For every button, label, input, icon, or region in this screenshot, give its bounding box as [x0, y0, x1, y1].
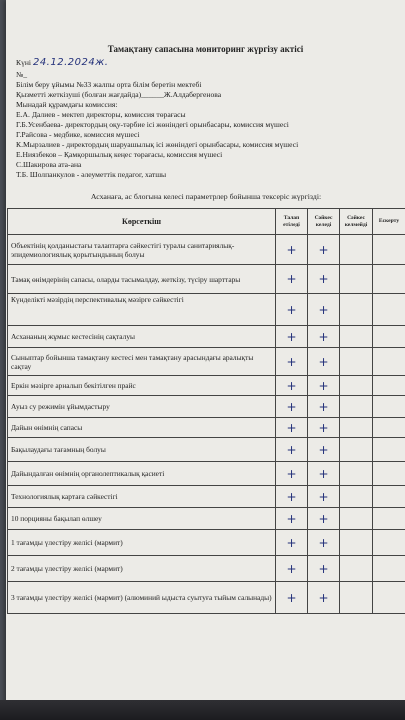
required-mark: + — [276, 508, 308, 530]
intro-text: Асханаға, ас блогына келесі параметрлер бойынша тексеріс жүргізді: — [90, 192, 322, 201]
document-title: Тамақтану сапасына мониторинг жүргізу актісі — [107, 44, 304, 54]
meta-line: Білім беру ұйымы №33 жалпы орта білім беретін мектебі — [16, 80, 202, 89]
table-row — [8, 265, 405, 294]
required-mark: + — [276, 462, 308, 486]
table-row — [8, 530, 405, 556]
noncompliant-mark — [340, 326, 373, 348]
noncompliant-mark — [340, 438, 373, 462]
note-cell — [373, 326, 405, 348]
meta-line: С.Шакирова ата-ана — [16, 160, 82, 169]
noncompliant-mark — [340, 396, 373, 418]
meta-line: Е.Ниязбеков – Қамқоршылық кеңес төрағасы, комиссия мүшесі — [16, 150, 223, 159]
note-cell — [373, 376, 405, 396]
noncompliant-mark — [340, 418, 373, 438]
table-row — [8, 396, 405, 418]
noncompliant-mark — [340, 462, 373, 486]
required-mark: + — [276, 396, 308, 418]
compliant-mark: + — [308, 462, 340, 486]
note-cell — [373, 348, 405, 376]
header-noncompliant: Сәйкес келмейді — [340, 209, 373, 235]
note-cell — [373, 294, 405, 326]
header-compliant: Сәйкес келеді — [308, 209, 340, 235]
compliant-mark: + — [308, 294, 340, 326]
meta-line: Қызметті жеткізуші (болған жағдайда)______Ж.Алдабергенова — [16, 90, 222, 99]
compliant-mark: + — [308, 530, 340, 556]
noncompliant-mark — [340, 556, 373, 582]
note-cell — [373, 556, 405, 582]
header-note: Ескерту — [373, 209, 405, 235]
criterion-cell: Тамақ өнімдерінің сапасы, оларды тасымалдау, жеткізу, түсіру шарттары — [8, 265, 276, 294]
noncompliant-mark — [340, 348, 373, 376]
header-required: Талап етіледі — [276, 209, 308, 235]
note-cell — [373, 235, 405, 265]
criterion-cell: Ауыз су режимін ұйымдастыру — [8, 396, 276, 418]
background-edge — [0, 700, 405, 720]
table-row — [8, 582, 405, 614]
meta-line: К.Мырзалиев - директордың шаруашылық ісі жөніндегі орынбасары, комиссия мүшесі — [16, 140, 299, 149]
meta-line: Мынадай құрамдағы комиссия: — [16, 100, 118, 109]
compliant-mark: + — [308, 376, 340, 396]
date-line — [16, 58, 108, 68]
handwritten-date: 24.12.2024ж. — [32, 57, 109, 68]
required-mark: + — [276, 265, 308, 294]
inspection-table — [7, 208, 405, 614]
table-row — [8, 486, 405, 508]
required-mark: + — [276, 530, 308, 556]
noncompliant-mark — [340, 294, 373, 326]
table-row — [8, 438, 405, 462]
note-cell — [373, 462, 405, 486]
note-cell — [373, 530, 405, 556]
noncompliant-mark — [340, 530, 373, 556]
compliant-mark: + — [308, 396, 340, 418]
noncompliant-mark — [340, 582, 373, 614]
note-cell — [373, 486, 405, 508]
note-cell — [373, 396, 405, 418]
table-row — [8, 418, 405, 438]
noncompliant-mark — [340, 235, 373, 265]
compliant-mark: + — [308, 348, 340, 376]
criterion-cell: Технологиялық картаға сәйкестігі — [8, 486, 276, 508]
date-label: Күні — [16, 58, 32, 67]
criterion-cell: Объектінің қолданыстағы талаптарға сәйкестігі туралы санитариялық-эпидемиологиялық қорытындының болуы — [8, 235, 276, 265]
required-mark: + — [276, 326, 308, 348]
table-row — [8, 348, 405, 376]
meta-line: Г.Б.Усенбаева- директордың оқу-тәрбие ісі жөніндегі орынбасары, комиссия мүшесі — [16, 120, 289, 129]
compliant-mark: + — [308, 235, 340, 265]
compliant-mark: + — [308, 508, 340, 530]
compliant-mark: + — [308, 438, 340, 462]
note-cell — [373, 582, 405, 614]
required-mark: + — [276, 486, 308, 508]
compliant-mark: + — [308, 486, 340, 508]
required-mark: + — [276, 556, 308, 582]
table-row — [8, 376, 405, 396]
criterion-cell: Сыныптар бойынша тамақтану кестесі мен тамақтану арасындағы аралықты сақтау — [8, 348, 276, 376]
criterion-cell: Еркін мәзірге арналып бекітілген прайс — [8, 376, 276, 396]
required-mark: + — [276, 438, 308, 462]
criterion-cell: 3 тағамды үлестіру желісі (мармит) (алюминий ыдыста суытуға тыйым салынады) — [8, 582, 276, 614]
criterion-cell: 1 тағамды үлестіру желісі (мармит) — [8, 530, 276, 556]
compliant-mark: + — [308, 556, 340, 582]
note-cell — [373, 418, 405, 438]
criterion-cell: 2 тағамды үлестіру желісі (мармит) — [8, 556, 276, 582]
compliant-mark: + — [308, 582, 340, 614]
table-row — [8, 326, 405, 348]
meta-line: Г.Райсова - медбике, комиссия мүшесі — [16, 130, 140, 139]
note-cell — [373, 265, 405, 294]
table-row — [8, 462, 405, 486]
table-row — [8, 508, 405, 530]
number-label: №_ — [16, 70, 28, 79]
table-row — [8, 235, 405, 265]
meta-line: Е.А. Далиев - мектеп директоры, комиссия төрағасы — [16, 110, 186, 119]
criterion-cell: Бақылаудағы тағамның болуы — [8, 438, 276, 462]
note-cell — [373, 508, 405, 530]
noncompliant-mark — [340, 508, 373, 530]
note-cell — [373, 438, 405, 462]
table-row — [8, 294, 405, 326]
noncompliant-mark — [340, 265, 373, 294]
required-mark: + — [276, 348, 308, 376]
table-row — [8, 556, 405, 582]
criterion-cell: Дайындалған өнімнің органолептикалық қасиеті — [8, 462, 276, 486]
header-criterion: Көрсеткіш — [8, 209, 276, 235]
criterion-cell: Дайын өнімнің сапасы — [8, 418, 276, 438]
required-mark: + — [276, 418, 308, 438]
criterion-cell: Күнделікті мәзірдің перспективалық мәзірге сәйкестігі — [8, 294, 276, 326]
required-mark: + — [276, 376, 308, 396]
meta-line: Т.Б. Шолпанкулов - әлеуметтік педагог, хатшы — [16, 170, 167, 179]
criterion-cell: Асхананың жұмыс кестесінің сақталуы — [8, 326, 276, 348]
compliant-mark: + — [308, 418, 340, 438]
required-mark: + — [276, 582, 308, 614]
table-header-row — [8, 209, 405, 235]
required-mark: + — [276, 294, 308, 326]
compliant-mark: + — [308, 326, 340, 348]
compliant-mark: + — [308, 265, 340, 294]
noncompliant-mark — [340, 376, 373, 396]
criterion-cell: 10 порцияны бақылап өлшеу — [8, 508, 276, 530]
required-mark: + — [276, 235, 308, 265]
noncompliant-mark — [340, 486, 373, 508]
